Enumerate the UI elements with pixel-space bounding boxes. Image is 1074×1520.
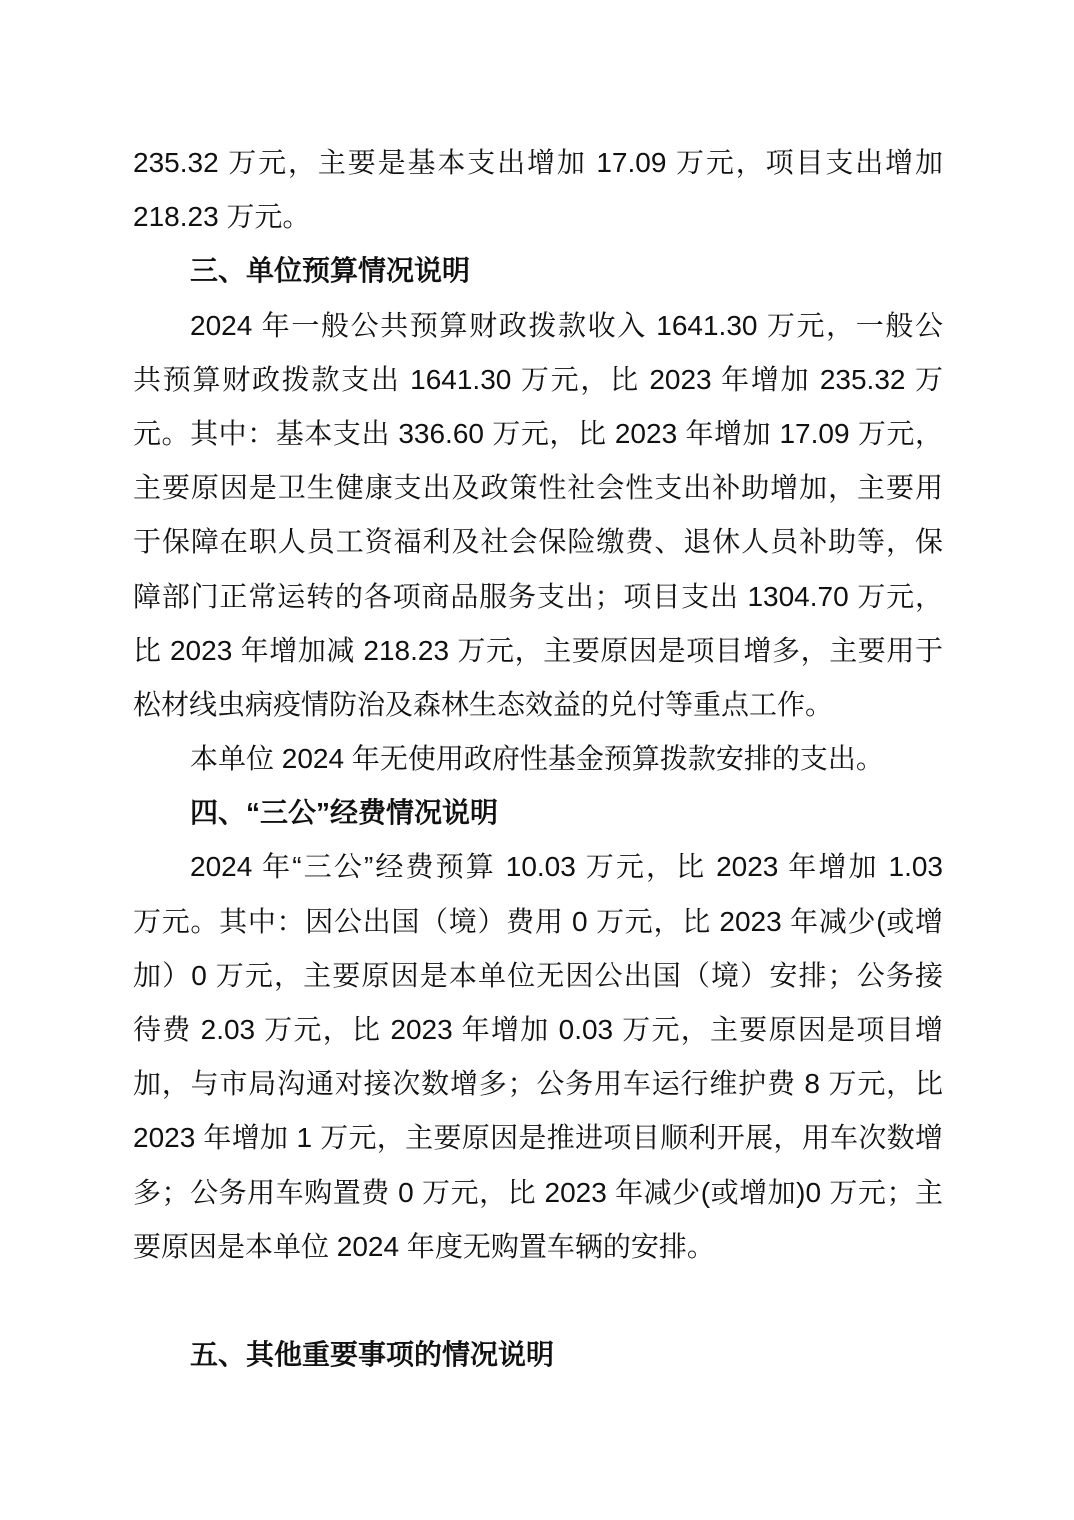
paragraph-line: 万元。其中：因公出国（境）费用 0 万元，比 2023 年减少(或增	[133, 905, 943, 937]
section-heading-3: 三、单位预算情况说明	[190, 255, 471, 287]
paragraph-line: 于保障在职人员工资福利及社会保险缴费、退休人员补助等，保	[133, 526, 943, 558]
paragraph-line: 待费 2.03 万元，比 2023 年增加 0.03 万元，主要原因是项目增	[133, 1014, 943, 1045]
paragraph-line: 235.32 万元，主要是基本支出增加 17.09 万元，项目支出增加	[133, 147, 943, 178]
document-body	[133, 136, 943, 1382]
paragraph-line: 2023 年增加 1 万元，主要原因是推进项目顺利开展，用车次数增	[133, 1122, 943, 1154]
paragraph-line: 障部门正常运转的各项商品服务支出；项目支出 1304.70 万元，	[133, 580, 943, 612]
paragraph-line: 共预算财政拨款支出 1641.30 万元，比 2023 年增加 235.32 万	[133, 363, 943, 395]
paragraph-line: 比 2023 年增加减 218.23 万元，主要原因是项目增多，主要用于	[133, 634, 943, 666]
paragraph-line: 要原因是本单位 2024 年度无购置车辆的安排。	[133, 1230, 715, 1262]
paragraph-line: 多；公务用车购置费 0 万元，比 2023 年减少(或增加)0 万元；主	[133, 1176, 943, 1208]
blank-line	[133, 1274, 943, 1328]
paragraph-line: 主要原因是卫生健康支出及政策性社会性支出补助增加，主要用	[133, 472, 943, 504]
paragraph-line: 元。其中：基本支出 336.60 万元，比 2023 年增加 17.09 万元，	[133, 417, 943, 449]
paragraph-line: 松材线虫病疫情防治及森林生态效益的兑付等重点工作。	[133, 688, 834, 720]
paragraph-line: 2024 年“三公”经费预算 10.03 万元，比 2023 年增加 1.03	[190, 851, 943, 883]
section-heading-4: 四、“三公”经费情况说明	[190, 797, 499, 829]
paragraph-line: 加，与市局沟通对接次数增多；公务用车运行维护费 8 万元，比	[133, 1068, 943, 1100]
section-heading-5: 五、其他重要事项的情况说明	[190, 1339, 555, 1371]
paragraph-line: 2024 年一般公共预算财政拨款收入 1641.30 万元，一般公	[190, 309, 943, 341]
paragraph-line: 本单位 2024 年无使用政府性基金预算拨款安排的支出。	[190, 743, 884, 775]
paragraph-line: 加）0 万元，主要原因是本单位无因公出国（境）安排；公务接	[133, 959, 943, 991]
paragraph-line: 218.23 万元。	[133, 201, 311, 233]
